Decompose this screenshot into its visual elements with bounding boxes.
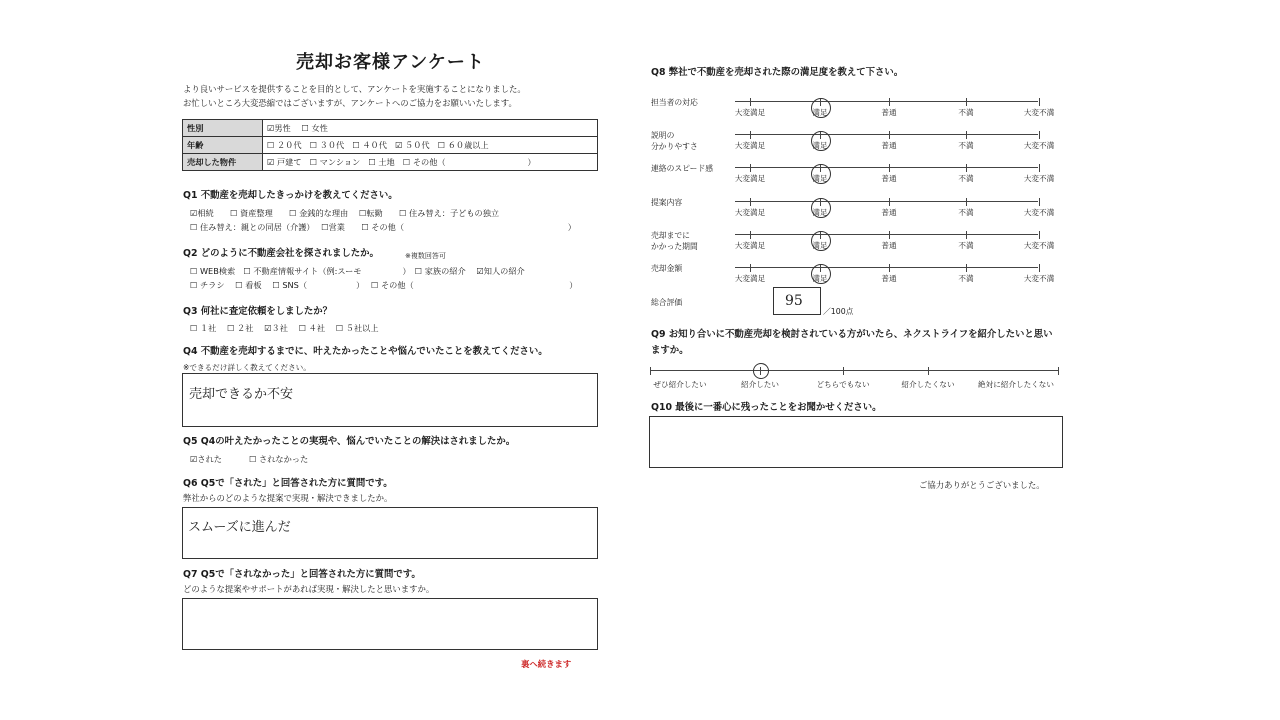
q1-options-1[interactable]: ☑相続 ☐ 資産整理 ☐ 金銭的な理由 ☐転勤 ☐ 住み替え：子どもの独立 — [190, 208, 500, 218]
q8-scale-option[interactable]: 大変満足 — [734, 108, 766, 117]
q8-scale-tick — [750, 198, 751, 206]
q8-scale-option[interactable]: 不満 — [958, 141, 974, 151]
overall-label: 総合評価 — [651, 298, 683, 307]
q9-title-1: Q9 お知り合いに不動産売却を検討されている方がいたら、ネクストライフを紹介したいと思い — [651, 329, 1053, 340]
selected-circle-mark — [811, 264, 831, 284]
q8-scale-option[interactable]: 満足 — [812, 207, 828, 217]
q8-row-label: 売却金額 — [651, 264, 683, 273]
q7-subtitle: どのような提案やサポートがあれば実現・解決したと思いますか。 — [183, 584, 435, 594]
q8-scale-option[interactable]: 大変不満 — [1023, 274, 1055, 283]
q8-scale-line — [735, 267, 1038, 268]
gender-options[interactable]: ☑男性 ☐ 女性 — [263, 120, 598, 137]
selected-circle-mark — [811, 164, 831, 184]
q9-scale-tick — [1058, 367, 1059, 375]
q10-title: Q10 最後に一番心に残ったことをお聞かせください。 — [651, 402, 882, 413]
selected-circle-mark — [811, 131, 831, 151]
q8-scale-tick — [1039, 231, 1040, 239]
q8-scale-option[interactable]: 大変不満 — [1023, 207, 1055, 217]
q8-scale-line — [735, 134, 1038, 135]
q8-scale-tick — [889, 198, 890, 206]
q8-scale-tick — [750, 164, 751, 172]
q9-scale-tick — [928, 367, 929, 375]
q8-scale-tick — [889, 264, 890, 272]
q6-subtitle: 弊社からのどのような提案で実現・解決できましたか。 — [183, 493, 393, 503]
q8-scale-option[interactable]: 大変満足 — [734, 141, 766, 151]
q8-scale-tick — [1039, 164, 1040, 172]
q8-scale-option[interactable]: 満足 — [812, 108, 828, 117]
q8-scale-option[interactable]: 大変満足 — [734, 240, 766, 250]
q8-scale-tick — [966, 264, 967, 272]
profile-row-property — [183, 154, 598, 171]
thanks-note: ご協力ありがとうございました。 — [919, 480, 1045, 490]
q8-scale-option[interactable]: 満足 — [812, 240, 828, 250]
q8-scale-tick — [889, 98, 890, 106]
q9-scale-option[interactable]: 絶対に紹介したくない — [978, 380, 1054, 389]
q4-answer-box[interactable] — [182, 373, 598, 427]
property-label: 売却した物件 — [183, 154, 263, 171]
q9-title-2: ますか。 — [651, 345, 689, 356]
overall-score: 95 — [785, 293, 803, 309]
overall-score-box[interactable] — [773, 287, 821, 315]
q4-title: Q4 不動産を売却するまでに、叶えたかったことや悩んでいたことを教えてください。 — [183, 346, 548, 357]
q3-options[interactable]: ☐ １社 ☐ ２社 ☑３社 ☐ ４社 ☐ ５社以上 — [190, 323, 379, 333]
intro-line-2: お忙しいところ大変恐縮ではございますが、アンケートへのご協力をお願いいたします。 — [183, 98, 517, 108]
q8-scale-tick — [889, 164, 890, 172]
q8-scale-tick — [966, 231, 967, 239]
q8-scale-option[interactable]: 大変不満 — [1023, 240, 1055, 250]
q8-scale-tick — [966, 198, 967, 206]
q2-title: Q2 どのように不動産会社を探されましたか。 — [183, 248, 379, 259]
q9-scale-option[interactable]: 紹介したくない — [901, 380, 955, 389]
q9-scale-option[interactable]: 紹介したい — [741, 380, 779, 389]
q8-row-label: 担当者の対応 — [651, 98, 698, 107]
q9-scale-tick — [650, 367, 651, 375]
q8-scale-option[interactable]: 普通 — [881, 207, 897, 217]
q8-scale-tick — [966, 131, 967, 139]
q8-scale-option[interactable]: 不満 — [958, 108, 974, 117]
q8-scale-line — [735, 201, 1038, 202]
selected-circle-mark — [811, 198, 831, 218]
selected-circle-mark — [811, 98, 831, 118]
selected-circle-mark — [811, 231, 831, 251]
profile-row-age — [183, 137, 598, 154]
q8-scale-tick — [1039, 98, 1040, 106]
selected-circle-mark — [753, 363, 769, 379]
q8-scale-tick — [750, 264, 751, 272]
q1-options-2[interactable]: ☐ 住み替え：親との同居（介護） ☐営業 ☐ その他（ ） — [190, 222, 576, 232]
q8-scale-option[interactable]: 満足 — [812, 274, 828, 283]
q8-title: Q8 弊社で不動産を売却された際の満足度を教えて下さい。 — [651, 67, 904, 78]
q8-scale-option[interactable]: 普通 — [881, 108, 897, 117]
q8-scale-option[interactable]: 不満 — [958, 207, 974, 217]
q8-scale-tick — [889, 231, 890, 239]
q3-title: Q3 何社に査定依頼をしましたか？ — [183, 306, 333, 317]
q8-row-label: 連絡のスピード感 — [651, 164, 714, 174]
q8-scale-option[interactable]: 満足 — [812, 141, 828, 151]
overall-max: ／100点 — [823, 307, 854, 316]
q9-scale-option[interactable]: ぜひ紹介したい — [653, 380, 707, 389]
q8-scale-line — [735, 101, 1038, 102]
q9-scale-line — [650, 370, 1058, 371]
q8-scale-tick — [750, 131, 751, 139]
q8-scale-option[interactable]: 満足 — [812, 174, 828, 184]
q8-scale-option[interactable]: 大変不満 — [1023, 108, 1055, 117]
gender-label: 性別 — [183, 120, 263, 137]
q8-scale-option[interactable]: 不満 — [958, 274, 974, 283]
q8-scale-option[interactable]: 不満 — [958, 240, 974, 250]
q8-scale-tick — [750, 98, 751, 106]
q8-scale-line — [735, 234, 1038, 235]
q4-note: ※できるだけ詳しく教えてください。 — [183, 363, 311, 372]
q8-scale-tick — [1039, 131, 1040, 139]
age-options[interactable]: ☐ ２０代 ☐ ３０代 ☐ ４０代 ☑ ５０代 ☐ ６０歳以上 — [263, 137, 598, 154]
q8-row-label: 提案内容 — [651, 197, 683, 207]
q1-title: Q1 不動産を売却したきっかけを教えてください。 — [183, 190, 398, 201]
q8-scale-option[interactable]: 大変満足 — [734, 274, 766, 283]
profile-row-gender — [183, 120, 598, 137]
q7-answer-box[interactable] — [182, 598, 598, 650]
q8-scale-line — [735, 167, 1038, 168]
q2-options-2[interactable]: ☐ チラシ ☐ 看板 ☐ SNS（ ） ☐ その他（ ） — [190, 280, 578, 290]
q10-answer-box[interactable] — [649, 416, 1063, 468]
q9-scale-option[interactable]: どちらでもない — [816, 380, 870, 389]
age-label: 年齢 — [183, 137, 263, 154]
q4-answer: 売却できるか不安 — [189, 387, 294, 402]
q8-scale-tick — [889, 131, 890, 139]
q5-options[interactable]: ☑された ☐ されなかった — [190, 454, 309, 464]
q8-scale-option[interactable]: 大変満足 — [734, 207, 766, 217]
q8-scale-option[interactable]: 大変不満 — [1023, 141, 1055, 151]
q8-scale-tick — [966, 164, 967, 172]
q8-scale-tick — [1039, 198, 1040, 206]
intro-line-1: より良いサービスを提供することを目的として、アンケートを実施することになりました。 — [183, 84, 526, 94]
q2-options-1[interactable]: ☐ WEB検索 ☐ 不動産情報サイト（例:スーモ ） ☐ 家族の紹介 ☑知人の紹介 — [190, 266, 525, 276]
q8-scale-option[interactable]: 不満 — [958, 174, 974, 184]
q6-answer: スムーズに進んだ — [188, 520, 291, 535]
q7-title: Q7 Q5で「されなかった」と回答された方に質問です。 — [183, 569, 421, 580]
continue-note: 裏へ続きます — [521, 659, 572, 669]
q9-scale-tick — [843, 367, 844, 375]
q8-scale-option[interactable]: 普通 — [881, 274, 897, 283]
q8-row-label: 売却までに かかった期間 — [651, 230, 698, 252]
q8-scale-tick — [1039, 264, 1040, 272]
q8-scale-option[interactable]: 大変満足 — [734, 174, 766, 184]
property-options[interactable]: ☑ 戸建て ☐ マンション ☐ 土地 ☐ その他（ ） — [263, 154, 598, 171]
q8-scale-tick — [966, 98, 967, 106]
page-title: 売却お客様アンケート — [296, 52, 485, 73]
q6-answer-box[interactable] — [182, 507, 598, 559]
q8-scale-option[interactable]: 普通 — [881, 174, 897, 184]
profile-table — [182, 119, 598, 171]
q6-title: Q6 Q5で「された」と回答された方に質問です。 — [183, 478, 393, 489]
q8-scale-option[interactable]: 普通 — [881, 141, 897, 151]
q8-scale-option[interactable]: 大変不満 — [1023, 174, 1055, 184]
q5-title: Q5 Q4の叶えたかったことの実現や、悩んでいたことの解決はされましたか。 — [183, 436, 516, 447]
q8-scale-option[interactable]: 普通 — [881, 240, 897, 250]
q8-scale-tick — [750, 231, 751, 239]
q2-note: ※複数回答可 — [405, 252, 446, 260]
q8-row-label: 説明の 分かりやすさ — [651, 131, 698, 152]
